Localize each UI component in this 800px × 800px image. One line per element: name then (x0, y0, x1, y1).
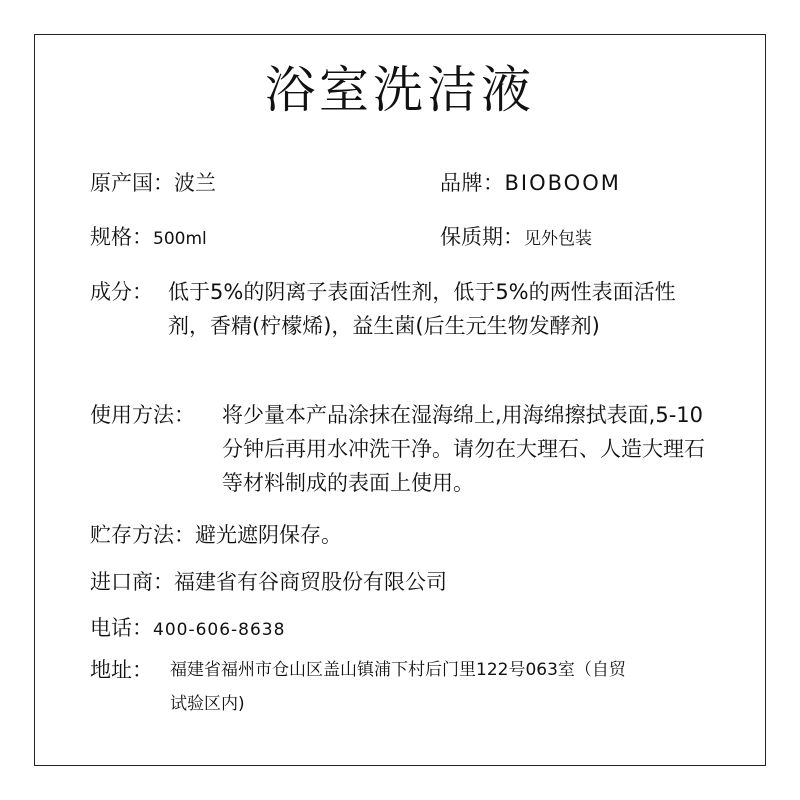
shelf-life-label: 保质期： (440, 225, 524, 249)
importer-value: 福建省有谷商贸股份有限公司 (174, 570, 447, 594)
importer-row (90, 567, 447, 597)
spec-row (90, 222, 207, 254)
brand-label: 品牌： (440, 171, 505, 195)
storage-value: 避光遮阴保存。 (195, 523, 342, 547)
ingredients-value: 低于5%的阴离子表面活性剂，低于5%的两性表面活性剂，香精(柠檬烯)，益生菌(后生元生物发酵剂) (168, 280, 676, 338)
spec-value: 500ml (153, 229, 207, 249)
importer-label: 进口商： (90, 570, 174, 594)
phone-row (90, 613, 285, 645)
brand-value: BIOBOOM (504, 171, 621, 195)
page-title: 浴室洗洁液 (265, 61, 535, 119)
origin-label: 原产国： (90, 171, 174, 195)
phone-label: 电话： (90, 616, 153, 640)
spec-label: 规格： (90, 225, 153, 249)
phone-value: 400-606-8638 (153, 620, 286, 640)
usage-value: 将少量本产品涂抹在湿海绵上,用海绵擦拭表面,5-10分钟后再用水冲洗干净。请勿在大理石、人造大理石等材料制成的表面上使用。 (222, 403, 705, 495)
usage-label: 使用方法： (90, 403, 195, 427)
storage-row (90, 520, 342, 550)
ingredients-block (90, 275, 710, 385)
usage-block (90, 398, 710, 508)
shelf-life-value: 见外包装 (524, 229, 592, 249)
address-value: 福建省福州市仓山区盖山镇浦下村后门里122号063室（自贸试验区内) (170, 660, 626, 714)
address-block (90, 653, 710, 723)
shelf-life-row (440, 222, 592, 254)
storage-label: 贮存方法： (90, 523, 195, 547)
origin-row (90, 168, 216, 198)
address-label: 地址： (90, 658, 153, 682)
origin-value: 波兰 (174, 171, 216, 195)
ingredients-label: 成分： (90, 280, 153, 304)
brand-row (440, 168, 621, 198)
